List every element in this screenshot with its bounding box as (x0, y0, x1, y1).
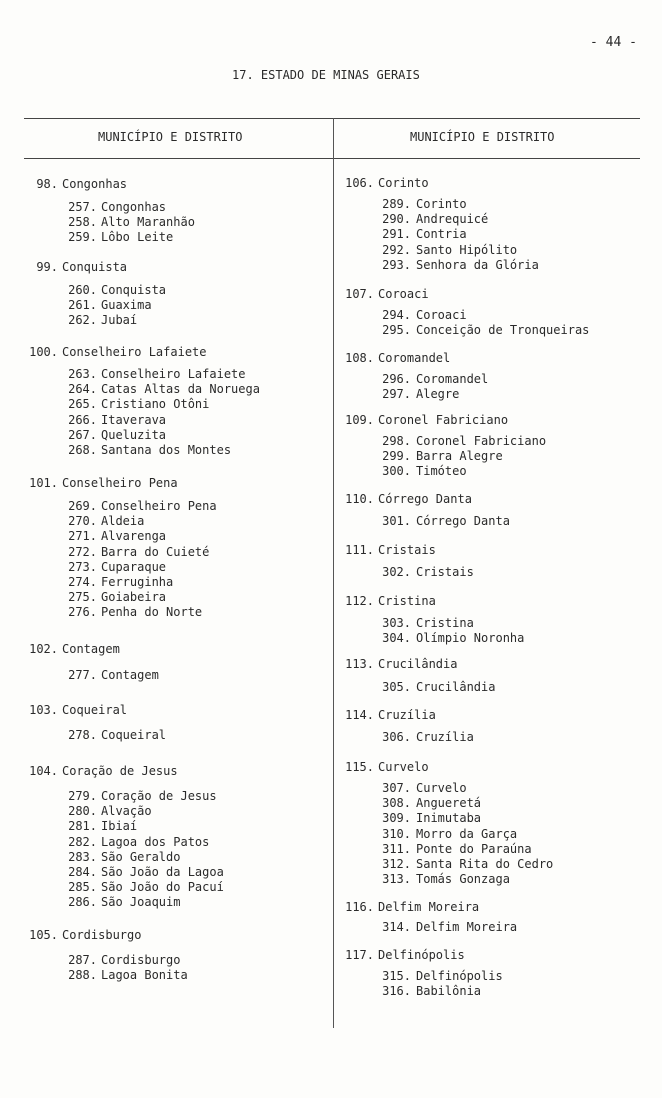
district-number: 267. (68, 427, 97, 442)
district-number: 296. (382, 372, 411, 386)
page-number: - 44 - (590, 35, 637, 50)
district-number: 291. (382, 227, 411, 242)
district-name: Curvelo (416, 781, 467, 795)
district-name: Conquista (101, 283, 167, 297)
district-number: 276. (68, 605, 97, 620)
district-name: Tomás Gonzaga (416, 872, 510, 887)
district-number: 271. (68, 529, 97, 544)
district-name: Conceição de Tronqueiras (416, 323, 590, 338)
municipality-number: 112. (345, 594, 374, 608)
district-number: 310. (382, 826, 411, 841)
district-number: 260. (68, 283, 97, 297)
district-number: 301. (382, 514, 411, 528)
municipality-number: 116. (345, 900, 374, 914)
district-name: Timóteo (416, 464, 467, 479)
district-number: 303. (382, 616, 411, 630)
municipality-number: 107. (345, 287, 374, 301)
table-header-rule (24, 158, 640, 159)
district-name: Lagoa Bonita (101, 968, 188, 983)
district-number: 285. (68, 880, 97, 895)
municipality-number: 117. (345, 948, 374, 962)
municipality-number: 113. (345, 657, 374, 671)
district-name: Coração de Jesus (101, 789, 217, 803)
district-name: Cuparaque (101, 559, 167, 574)
district-number: 290. (382, 212, 411, 227)
district-name: Coronel Fabriciano (416, 434, 547, 448)
municipality-name: Conselheiro Lafaiete (62, 345, 207, 359)
page-title: 17. ESTADO DE MINAS GERAIS (232, 68, 420, 82)
district-name: Alvarenga (101, 529, 167, 544)
district-name: Coroaci (416, 308, 467, 322)
municipality-name: Córrego Danta (378, 492, 472, 506)
municipality-number: 114. (345, 708, 374, 722)
district-name: Crucilândia (416, 680, 496, 694)
district-number: 305. (382, 680, 411, 694)
municipality-number: 111. (345, 543, 374, 557)
district-name: Catas Altas da Noruega (101, 382, 260, 397)
district-name: Lagoa dos Patos (101, 834, 210, 849)
district-number: 286. (68, 895, 97, 910)
district-name: Contria (416, 227, 467, 242)
district-name: Jubaí (101, 313, 138, 328)
district-name: Olímpio Noronha (416, 631, 525, 646)
district-name: São João da Lagoa (101, 865, 224, 879)
district-name: Córrego Danta (416, 514, 510, 528)
district-name: São João do Pacuí (101, 880, 224, 895)
district-number: 308. (382, 796, 411, 811)
municipality-name: Delfim Moreira (378, 900, 480, 914)
municipality-name: Crucilândia (378, 657, 458, 671)
municipality-name: Coração de Jesus (62, 764, 178, 778)
district-name: São Joaquim (101, 895, 181, 910)
district-number: 316. (382, 984, 411, 999)
district-number: 314. (382, 920, 411, 934)
municipality-number: 104. (29, 764, 58, 778)
district-number: 284. (68, 865, 97, 879)
district-name: Goiabeira (101, 590, 167, 605)
district-name: São Geraldo (101, 849, 181, 864)
district-name: Cristais (416, 565, 474, 579)
district-number: 277. (68, 668, 97, 682)
district-name: Cristina (416, 616, 474, 630)
district-name: Conselheiro Lafaiete (101, 367, 246, 381)
district-name: Alegre (416, 387, 460, 402)
district-number: 274. (68, 575, 97, 589)
municipality-number: 109. (345, 413, 374, 427)
district-number: 278. (68, 728, 97, 742)
district-name: Corinto (416, 197, 467, 211)
district-number: 304. (382, 631, 411, 646)
municipality-name: Corinto (378, 176, 429, 190)
district-number: 306. (382, 730, 411, 744)
district-name: Ibiaí (101, 819, 138, 834)
district-name: Santo Hipólito (416, 242, 518, 257)
district-name: Cristiano Otôni (101, 397, 210, 412)
district-number: 288. (68, 968, 97, 983)
municipality-number: 103. (29, 703, 58, 717)
district-number: 270. (68, 514, 97, 529)
district-number: 312. (382, 857, 411, 871)
district-name: Angueretá (416, 796, 482, 811)
district-number: 283. (68, 849, 97, 864)
district-number: 299. (382, 449, 411, 464)
district-number: 273. (68, 559, 97, 574)
district-name: Congonhas (101, 200, 167, 214)
district-name: Inimutaba (416, 811, 482, 826)
column-divider (333, 118, 334, 1028)
district-name: Ponte do Paraúna (416, 841, 532, 856)
municipality-name: Conselheiro Pena (62, 476, 178, 490)
district-name: Guaxima (101, 298, 152, 313)
district-name: Lôbo Leite (101, 230, 174, 245)
district-name: Queluzita (101, 427, 167, 442)
district-number: 293. (382, 257, 411, 272)
municipality-name: Cordisburgo (62, 928, 142, 942)
district-name: Andrequicé (416, 212, 489, 227)
district-number: 281. (68, 819, 97, 834)
municipality-number: 105. (29, 928, 58, 942)
municipality-name: Coronel Fabriciano (378, 413, 509, 427)
district-number: 302. (382, 565, 411, 579)
municipality-name: Curvelo (378, 760, 429, 774)
municipality-number: 99. (36, 260, 58, 274)
municipality-number: 115. (345, 760, 374, 774)
district-number: 259. (68, 230, 97, 245)
district-name: Alvação (101, 804, 152, 819)
district-name: Santana dos Montes (101, 443, 232, 457)
column-header-right: MUNICÍPIO E DISTRITO (410, 130, 555, 144)
district-name: Barra do Cuieté (101, 544, 210, 559)
municipality-number: 108. (345, 351, 374, 365)
district-name: Itaverava (101, 412, 167, 427)
district-name: Aldeia (101, 514, 145, 529)
municipality-name: Cristais (378, 543, 436, 557)
municipality-number: 101. (29, 476, 58, 490)
district-name: Penha do Norte (101, 605, 203, 620)
district-number: 262. (68, 313, 97, 328)
district-number: 309. (382, 811, 411, 826)
district-name: Coromandel (416, 372, 489, 386)
district-number: 282. (68, 834, 97, 849)
district-name: Cordisburgo (101, 953, 181, 967)
district-name: Morro da Garça (416, 826, 518, 841)
municipality-name: Cruzília (378, 708, 436, 722)
district-name: Alto Maranhão (101, 215, 195, 230)
municipality-number: 98. (36, 177, 58, 191)
district-number: 307. (382, 781, 411, 795)
district-number: 287. (68, 953, 97, 967)
district-name: Cruzília (416, 730, 474, 744)
district-name: Delfinópolis (416, 969, 503, 983)
district-name: Coqueiral (101, 728, 167, 742)
municipality-name: Cristina (378, 594, 436, 608)
district-number: 272. (68, 544, 97, 559)
district-name: Babilônia (416, 984, 482, 999)
district-number: 257. (68, 200, 97, 214)
district-number: 268. (68, 443, 97, 457)
municipality-number: 106. (345, 176, 374, 190)
district-name: Conselheiro Pena (101, 499, 217, 513)
district-number: 297. (382, 387, 411, 402)
district-name: Santa Rita do Cedro (416, 857, 554, 871)
district-number: 264. (68, 382, 97, 397)
district-name: Delfim Moreira (416, 920, 518, 934)
table-top-rule (24, 118, 640, 119)
district-number: 295. (382, 323, 411, 338)
district-number: 258. (68, 215, 97, 230)
district-number: 292. (382, 242, 411, 257)
column-header-left: MUNICÍPIO E DISTRITO (98, 130, 243, 144)
municipality-name: Conquista (62, 260, 128, 274)
district-name: Ferruginha (101, 575, 174, 589)
district-number: 300. (382, 464, 411, 479)
municipality-name: Coqueiral (62, 703, 128, 717)
municipality-number: 102. (29, 642, 58, 656)
municipality-name: Contagem (62, 642, 120, 656)
municipality-number: 110. (345, 492, 374, 506)
district-name: Contagem (101, 668, 159, 682)
municipality-name: Coromandel (378, 351, 451, 365)
district-number: 279. (68, 789, 97, 803)
municipality-name: Delfinópolis (378, 948, 465, 962)
district-number: 261. (68, 298, 97, 313)
district-number: 280. (68, 804, 97, 819)
district-number: 289. (382, 197, 411, 211)
district-number: 315. (382, 969, 411, 983)
district-name: Senhora da Glória (416, 257, 539, 272)
district-name: Barra Alegre (416, 449, 503, 464)
district-number: 294. (382, 308, 411, 322)
district-number: 269. (68, 499, 97, 513)
district-number: 275. (68, 590, 97, 605)
municipality-name: Coroaci (378, 287, 429, 301)
district-number: 265. (68, 397, 97, 412)
municipality-name: Congonhas (62, 177, 128, 191)
district-number: 311. (382, 841, 411, 856)
district-number: 263. (68, 367, 97, 381)
district-number: 298. (382, 434, 411, 448)
district-number: 266. (68, 412, 97, 427)
district-number: 313. (382, 872, 411, 887)
municipality-number: 100. (29, 345, 58, 359)
